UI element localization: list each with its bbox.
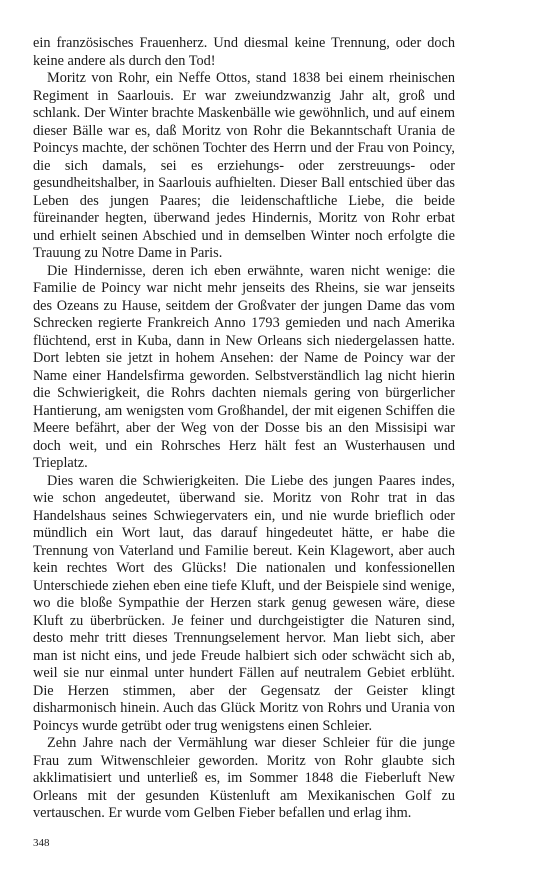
paragraph-difficulties: Dies waren die Schwierigkeiten. Die Liebe des jungen Paares indes, wie schon angedeutet, überwand sie. Moritz von Rohr trat in das Handelshaus seines Schwiegervaters ein, und nie wurde brieflich oder mündlich ein Wort laut, das darauf hingedeutet hätte, er habe die Trennung von Vaterland und Familie bereut. Kein Klagewort, aber auch kein rechtes Wort des Glücks! Die nationalen und konfessionellen Unterschiede ziehen eben eine tiefe Kluft, und der Beispiele sind wenige, wo die bloße Sympathie der Herzen stark genug gewesen wäre, diese Kluft zu überbrücken. Je feiner und durchgeistigter die Naturen sind, desto mehr tritt dieses Trennungselement hervor. Man liebt sich, aber man ist nicht eins, und jede Freude halbiert sich oder schwächt sich ab, weil sie nur einmal unter hundert Fällen auf neutralem Gebiet erblüht. Die Herzen stimmen, aber der Gegensatz der Geister klingt disharmonisch hinein. Auch das Glück Moritz von Rohrs und Urania von Poincys wurde getrübt oder trug wenigstens einen Schleier. <box>33 472 455 734</box>
text-column <box>33 35 455 823</box>
paragraph-continued: ein französisches Frauenherz. Und diesmal keine Trennung, oder doch keine andere als durch den Tod! <box>33 35 455 69</box>
page-number: 348 <box>33 837 50 849</box>
paragraph-widow: Zehn Jahre nach der Vermählung war dieser Schleier für die junge Frau zum Witwenschleier geworden. Moritz von Rohr glaubte sich akklimatisiert und unterließ es, im Sommer 1848 die Fieberluft New Orleans mit der gesunden Küstenluft am Mexikanischen Golf zu vertauschen. Er wurde vom Gelben Fieber befallen und erlag ihm. <box>33 735 455 821</box>
paragraph-moritz-introduction: Moritz von Rohr, ein Neffe Ottos, stand 1838 bei einem rheinischen Regiment in Saarlouis. Er war zweiundzwanzig Jahr alt, groß und schlank. Der Winter brachte Maskenbälle wie gewöhnlich, und auf einem dieser Bälle war es, daß Moritz von Rohr die Bekanntschaft Urania de Poincys machte, der schönen Tochter des Herrn und der Frau von Poincy, die sich damals, sei es erziehungs- oder zerstreuungs- oder gesundheitshalber, in Saarlouis aufhielten. Dieser Ball entschied über das Leben des jungen Paares; die leidenschaftliche Liebe, die beide füreinander hegten, überwand jedes Hindernis, Moritz von Rohr erbat und erhielt seinen Abschied und in demselben Winter noch erfolgte die Trauung zu Notre Dame in Paris. <box>33 70 455 261</box>
paragraph-obstacles: Die Hindernisse, deren ich eben erwähnte, waren nicht wenige: die Familie de Poincy war nicht mehr jenseits des Rheins, sie war jenseits des Ozeans zu Hause, seitdem der Großvater der jungen Dame das vom Schrecken regierte Frankreich Anno 1793 gemieden und nach Amerika flüchtend, erst in Kuba, dann in New Orleans sich niedergelassen hatte. Dort lebten sie jetzt in hohem Ansehen: der Name de Poincy war der Name einer Handelsfirma geworden. Selbstverständlich lag nicht hierin die Schwierigkeit, die Rohrs dachten niemals gering von bürgerlicher Hantierung, am wenigsten vom Großhandel, der mit eigenen Schiffen die Meere befährt, aber der Weg von der Dosse bis an den Missisipi war doch weit, und ein Rohrsches Herz hält fest an Wusterhausen und Trieplatz. <box>33 262 455 471</box>
